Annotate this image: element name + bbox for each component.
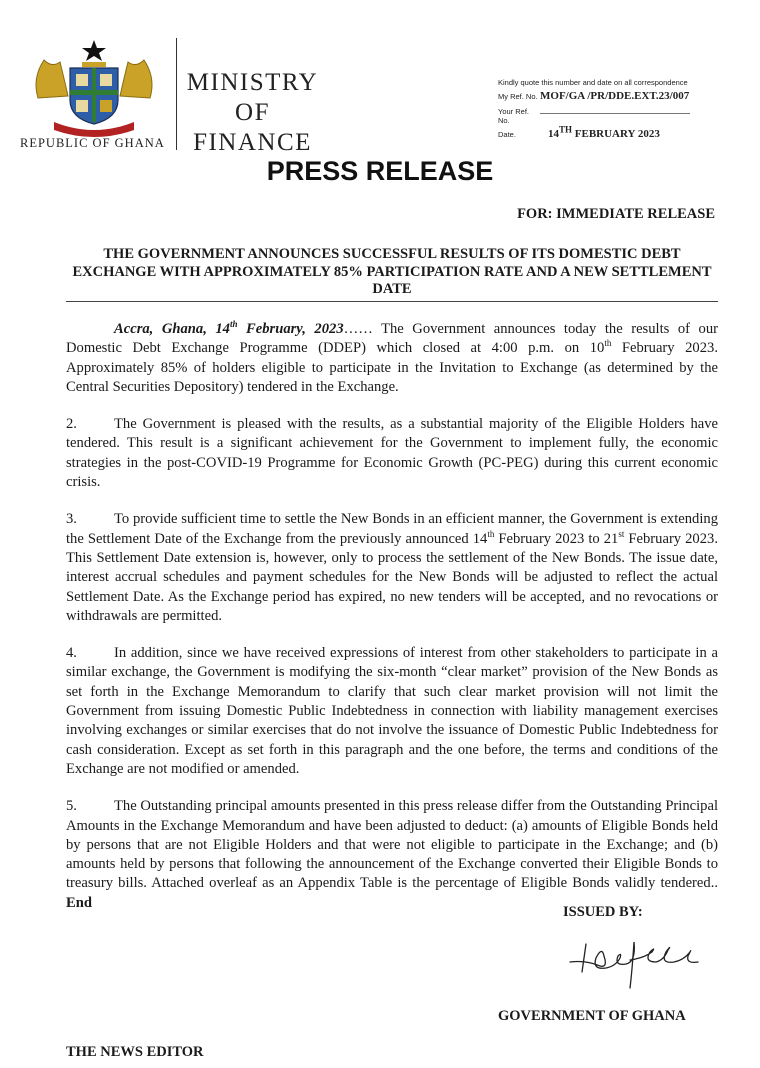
- ministry-line-1: MINISTRY: [186, 69, 319, 96]
- reference-note: Kindly quote this number and date on all correspondence: [498, 78, 688, 87]
- date-suffix: TH: [559, 124, 573, 135]
- headline: THE GOVERNMENT ANNOUNCES SUCCESSFUL RESULTS OF ITS DOMESTIC DEBT EXCHANGE WITH APPROXIMATELY 85% PARTICIPATION RATE AND A NEW SETTLEMENT DATE: [72, 246, 712, 297]
- dateline: Accra, Ghana, 14th February, 2023: [114, 319, 344, 337]
- date-label: Date.: [498, 130, 516, 139]
- page-title: PRESS RELEASE: [266, 156, 494, 186]
- my-ref-label: My Ref. No.: [498, 92, 538, 101]
- paragraph-number: 5.: [66, 798, 77, 815]
- paragraph-number: 4.: [66, 645, 77, 662]
- paragraph-4: 4. In addition, since we have received expressions of interest from other stakeholders to participate in a similar exchange, the Government is modifying the six-month “clear market” provision of the New Bonds as set forth in the Exchange Memorandum to clarify that such clear market provision will not limit the Government from issuing Domestic Public Indebtedness in connection with liability management exercises involving exchanges or similar exercises that do not involve the issuance of Domestic Public Indebtedness for cash consideration. Except as set forth in this paragraph and the one before, the terms and conditions of the Exchange are not modified or amended.: [66, 645, 718, 777]
- paragraph-3: 3. To provide sufficient time to settle the New Bonds in an efficient manner, the Government is extending the Settlement Date of the Exchange from the previously announced 14th February 2023 to 21st February 2023. This Settlement Date extension is, however, only to process the settlement of the New Bonds. The issue date, interest accrual schedules and payment schedules for the New Bonds will be adjusted to reflect the actual Settlement Date. As the Exchange period has expired, no new tenders will be accepted, and no revocations or withdrawals are permitted.: [66, 511, 718, 624]
- your-ref-label: Your Ref. No.: [498, 107, 529, 125]
- ministry-line-2: OF: [235, 99, 270, 126]
- date-day: 14: [548, 128, 559, 140]
- handwritten-signature: [556, 922, 716, 994]
- release-note: FOR: IMMEDIATE RELEASE: [517, 206, 715, 222]
- ministry-line-3: FINANCE: [193, 129, 312, 156]
- ministry-of-finance-wordmark: [185, 68, 320, 158]
- issued-by-label: ISSUED BY:: [563, 904, 643, 920]
- my-ref-row: [498, 90, 690, 102]
- end-marker: End: [66, 894, 92, 911]
- header-divider: [176, 38, 177, 150]
- paragraph-number: 3.: [66, 511, 77, 528]
- reference-block: [498, 78, 690, 140]
- paragraph-5: 5. The Outstanding principal amounts presented in this press release differ from the Outstanding Principal Amounts in the Exchange Memorandum and have been adjusted to deduct: (a) amounts of Eligible Bonds held by persons that are not Eligible Holders and that were not eligible to participate in the Exchange; and (b) amounts held by persons that following the announcement of the Exchange converted their Eligible Bonds to treasury bills. Attached overleaf as an Appendix Table is the percentage of Eligible Bonds validly tendered.. End: [66, 798, 719, 911]
- paragraph-2: 2. The Government is pleased with the results, as a substantial majority of the Eligible Holders have tendered. This result is a significant achievement for the Government to implement fully, the economic strategies in the post-COVID-19 Programme for Economic Growth (PC-PEG) during this current economic crisis.: [66, 416, 718, 491]
- ghana-coat-of-arms-emblem: [30, 38, 158, 138]
- headline-rule: [66, 301, 718, 302]
- your-ref-blank: [540, 105, 690, 114]
- signatory: GOVERNMENT OF GHANA: [498, 1008, 686, 1024]
- date-value: [548, 124, 660, 140]
- press-release-body: [66, 320, 718, 931]
- paragraph-1: Accra, Ghana, 14th February, 2023…… The Government announces today the results of our Domestic Debt Exchange Programme (DDEP) which closed at 4:00 p.m. on 10th February 2023. Approximately 85% of holders eligible to participate in the Invitation to Exchange (as determined by the Central Securities Depository) tendered in the Exchange.: [66, 319, 718, 395]
- date-rest: FEBRUARY 2023: [574, 128, 660, 140]
- addressee: THE NEWS EDITOR: [66, 1044, 204, 1060]
- date-row: [498, 124, 690, 140]
- my-ref-value: MOF/GA /PR/DDE.EXT.23/007: [540, 90, 690, 102]
- republic-of-ghana-label: REPUBLIC OF GHANA: [20, 136, 165, 150]
- paragraph-number: 2.: [66, 416, 77, 433]
- your-ref-row: [498, 105, 690, 125]
